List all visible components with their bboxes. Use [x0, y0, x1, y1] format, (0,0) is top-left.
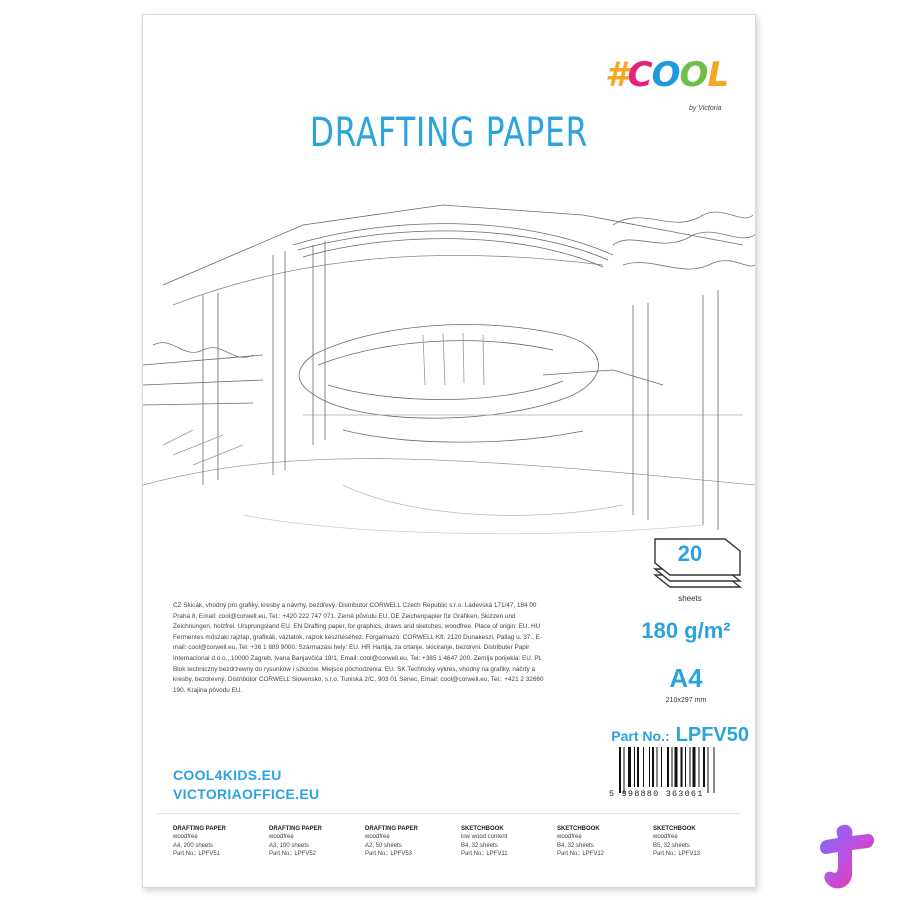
- product-card-name: DRAFTING PAPER: [365, 826, 418, 832]
- website-url-victoriaoffice[interactable]: VICTORIAOFFICE.EU: [173, 786, 320, 802]
- barcode-bar: [637, 747, 639, 787]
- website-url-cool4kids[interactable]: COOL4KIDS.EU: [173, 767, 282, 783]
- barcode-bar: [667, 747, 669, 787]
- product-card: [557, 825, 653, 859]
- related-products: [173, 825, 753, 859]
- part-number: [579, 724, 749, 747]
- barcode-bar: [714, 747, 715, 793]
- product-card-line: Part No.: LPFV13: [653, 851, 701, 858]
- sheet-count: 20: [677, 541, 703, 566]
- barcode-bar: [685, 747, 686, 787]
- product-card-line: Part No.: LPFV52: [269, 851, 317, 858]
- product-card: [653, 825, 749, 859]
- product-card-name: DRAFTING PAPER: [173, 826, 226, 832]
- product-card-name: SKETCHBOOK: [461, 826, 504, 832]
- barcode-bar: [708, 747, 709, 793]
- paper-pad-cover: [142, 14, 756, 888]
- barcode-bar: [628, 747, 631, 787]
- product-card-name: SKETCHBOOK: [557, 826, 600, 832]
- barcode-bar: [634, 747, 635, 787]
- product-card: [365, 825, 461, 859]
- corner-watermark-icon: [818, 822, 876, 894]
- barcode-bar: [703, 747, 705, 787]
- product-card-line: low wood content: [461, 834, 508, 841]
- barcode-bar: [652, 747, 654, 787]
- product-card-line: Part No.: LPFV51: [173, 851, 221, 858]
- architecture-sketch-illustration: [143, 185, 755, 565]
- barcode-bar: [643, 747, 644, 787]
- product-card: [173, 825, 269, 859]
- barcode-bar: [619, 747, 621, 793]
- product-card-line: woodfree: [269, 834, 294, 841]
- product-card-line: A4, 200 sheets: [173, 842, 214, 849]
- product-card-line: B5, 32 sheets: [653, 842, 690, 849]
- product-card-line: woodfree: [365, 834, 390, 841]
- product-card-line: B4, 32 sheets: [557, 842, 594, 849]
- product-card-line: woodfree: [653, 834, 678, 841]
- barcode-number: 5 998880 363061: [609, 789, 704, 799]
- part-number-value: LPFV50: [675, 724, 749, 746]
- part-number-label: Part No.:: [611, 728, 670, 744]
- sheet-count-unit: sheets: [678, 594, 702, 603]
- paper-format: A4: [669, 663, 703, 693]
- barcode-bar: [624, 747, 625, 793]
- product-card-line: Part No.: LPFV11: [461, 851, 508, 858]
- barcode-bar: [661, 747, 662, 787]
- barcode-bar: [690, 747, 691, 787]
- barcode-bar: [699, 747, 700, 787]
- product-card-line: A3, 100 sheets: [269, 842, 310, 849]
- product-card: [269, 825, 365, 859]
- brand-by-line: by Victoria: [689, 105, 722, 112]
- barcode-bar: [681, 747, 683, 787]
- product-card-name: DRAFTING PAPER: [269, 826, 322, 832]
- divider: [157, 813, 741, 814]
- cool-logo: #COOL: [605, 55, 729, 95]
- barcode-bar: [675, 747, 678, 787]
- barcode-bar: [657, 747, 658, 787]
- product-card-line: B4, 32 sheets: [461, 842, 498, 849]
- paper-weight: 180 g/m²: [641, 618, 731, 643]
- barcode-bar: [649, 747, 650, 787]
- paper-dimensions: 210x297 mm: [665, 697, 707, 704]
- product-card-line: Part No.: LPFV53: [365, 851, 413, 858]
- product-card-line: A2, 50 sheets: [365, 842, 402, 849]
- product-card-line: Part No.: LPFV12: [557, 851, 605, 858]
- multilingual-description: CZ Skicák, vhodný pro grafiky, kresby a návrhy, bezdřevý. Distributor CORWELL Czech Republic s.r.o. Ládevská 171/47, 184 00 Praha 8, Email: cool@corwell.eu, Tel.: +420 222 747 071. Země původu EU. DE Zeichenpapier für Grafiken, Skizzen und Zeichnungen, holzfrei. Ursprungsland EU. EN Drafting paper, for graphics, draws and sketches, woodfree. Place of origin: EU. HU Fermentes műszaki rajzlap, grafikák, vázlatok, rajzok készítéséhez. Forgalmazó: CORWELL Kft. 2120 Dunakeszi, Pallag u. 37., E-mail: cool@corwell.eu, Tel: +36 1 889 9000. Származási hely: EU. HR Hartija, za crtanje, skiciranje, bezdrvni. Distributer Papir Internacional d.o.o., 10000 Zagreb, Ivana Banjavčića 18/1, Email: cool@corwell.eu, Tel: +385 1 4647 200. Zemlja porijekla: EU. PL Blok techniczny bezdrzewny do rysunków i szkiców. Miejsce pochodzenia: EU. SK Technický výkres, vhodný na grafiky, náčrty a kresby, bezdrevný. Distribútor CORWELL Slovensko, s.r.o. Tuniská 2/C, 903 01 Senec, Email: cool@corwell.eu, Tel.: +421 2 32660 190. Krajina pôvodu EU.: [173, 602, 544, 694]
- barcode-bar: [672, 747, 673, 787]
- product-card-line: woodfree: [557, 834, 582, 841]
- product-card-name: SKETCHBOOK: [653, 826, 696, 832]
- barcode-bar: [693, 747, 696, 787]
- product-card: [461, 825, 557, 859]
- product-card-line: woodfree: [173, 834, 198, 841]
- product-title: DRAFTING PAPER: [309, 110, 589, 156]
